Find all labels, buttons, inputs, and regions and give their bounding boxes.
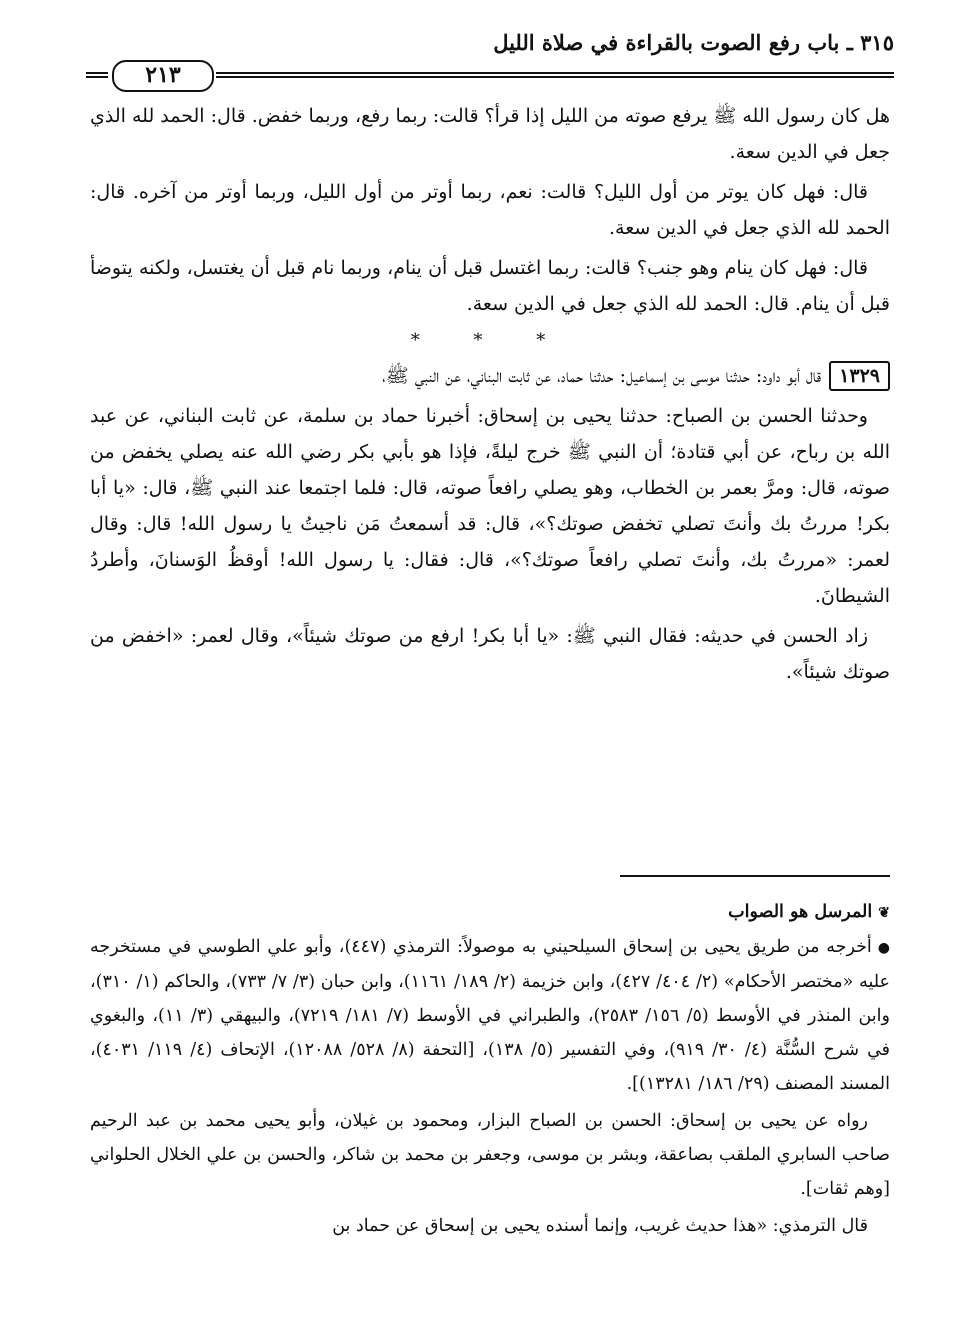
page-header (86, 30, 894, 86)
footnote-1 (90, 930, 890, 1101)
header-rule-right (216, 72, 894, 78)
main-text (90, 98, 890, 694)
paragraph-5: وحدثنا الحسن بن الصباح: حدثنا يحيى بن إسحاق: أخبرنا حماد بن سلمة، عن ثابت البناني، عن عبد الله بن رباح، عن أبي قتادة؛ أن النبي ﷺ خرج ليلةً، فإذا هو بأبي بكر رضي الله عنه يصلي يخفض من صوته، قال: ومرَّ بعمر بن الخطاب، وهو يصلي رافعاً صوته، قال: فلما اجتمعا عند النبي ﷺ، قال: «يا أبا بكر! مررتُ بك وأنتَ تصلي تخفض صوتك؟»، قال: قد أسمعتُ مَن ناجيتُ يا رسول الله! قال: وقال لعمر: «مررتُ بك، وأنتَ تصلي رافعاً صوتك؟»، قال: فقال: يا رسول الله! أوقظُ الوَسنانَ، وأطردُ الشيطانَ. (90, 405, 890, 607)
page-number: ٢١٣ (112, 60, 214, 92)
paragraph-6: زاد الحسن في حديثه: فقال النبي ﷺ: «يا أبا بكر! ارفع من صوتك شيئاً»، وقال لعمر: «اخفض من صوتك شيئاً». (90, 625, 890, 683)
footnote-title-text: المرسل هو الصواب (728, 902, 873, 922)
paragraph-4-text: قال أبو داود: حدثنا موسى بن إسماعيل: حدثنا حماد، عن ثابت البناني، عن النبي ﷺ، (382, 365, 822, 387)
paragraph-4 (90, 358, 890, 394)
running-title: ٣١٥ ـ باب رفع الصوت بالقراءة في صلاة الليل (493, 30, 894, 55)
bullet-icon: ● (877, 940, 890, 956)
paragraph-1: هل كان رسول الله ﷺ يرفع صوته من الليل إذا قرأ؟ قالت: ربما رفع، وربما خفض. قال: الحمد لله الذي جعل في الدين سعة. (90, 105, 890, 163)
footnotes (90, 895, 890, 1246)
header-rule-left (86, 72, 108, 78)
header-rule (86, 62, 894, 88)
footnote-3: قال الترمذي: «هذا حديث غريب، وإنما أسنده يحيى بن إسحاق عن حماد بن (332, 1216, 868, 1236)
hadith-number: ١٣٢٩ (829, 361, 890, 391)
leaf-icon: ❦ (878, 905, 890, 921)
footnote-2: رواه عن يحيى بن إسحاق: الحسن بن الصباح البزار، ومحمود بن غيلان، وأبو يحيى محمد بن عبد الرحيم صاحب السابري الملقب بصاعقة، وبشر بن موسى، وجعفر بن محمد بن شاكر، والحسن بن علي الخلال الحلواني [وهم ثقات]. (90, 1111, 890, 1199)
footnote-title (90, 895, 890, 930)
paragraph-3: قال: فهل كان ينام وهو جنب؟ قالت: ربما اغتسل قبل أن ينام، وربما نام قبل أن يغتسل، ولكنه يتوضأ قبل أن ينام. قال: الحمد لله الذي جعل في الدين سعة. (90, 257, 890, 315)
footnote-separator (620, 875, 890, 877)
section-divider-stars: * * * (410, 330, 570, 351)
paragraph-2: قال: فهل كان يوتر من أول الليل؟ قالت: نعم، ربما أوتر من أول الليل، وربما أوتر من آخره. قال: الحمد لله الذي جعل في الدين سعة. (90, 181, 890, 239)
footnote-1-text: أخرجه من طريق يحيى بن إسحاق السيلحيني به موصولاً: الترمذي (٤٤٧)، وأبو علي الطوسي في مستخرجه عليه «مختصر الأحكام» (٢/ ٤٠٤/ ٤٢٧)، وابن خزيمة (٢/ ١٨٩/ ١١٦١)، وابن حبان (٣/ ٧/ ٧٣٣)، والحاكم (١/ ٣١٠)، وابن المنذر في الأوسط (٥/ ١٥٦/ ٢٥٨٣)، والطبراني في الأوسط (٧/ ١٨١/ ٧٢١٩)، والبيهقي (٣/ ١١)، والبغوي في شرح السُّنَّة (٤/ ٣٠/ ٩١٩)، وفي التفسير (٥/ ١٣٨)، [التحفة (٨/ ٥٢٨/ ١٢٠٨٨)، الإتحاف (٤/ ١١٩/ ٤٠٣١)، المسند المصنف (٢٩/ ١٨٦/ ١٣٢٨١)]. (90, 937, 891, 1094)
